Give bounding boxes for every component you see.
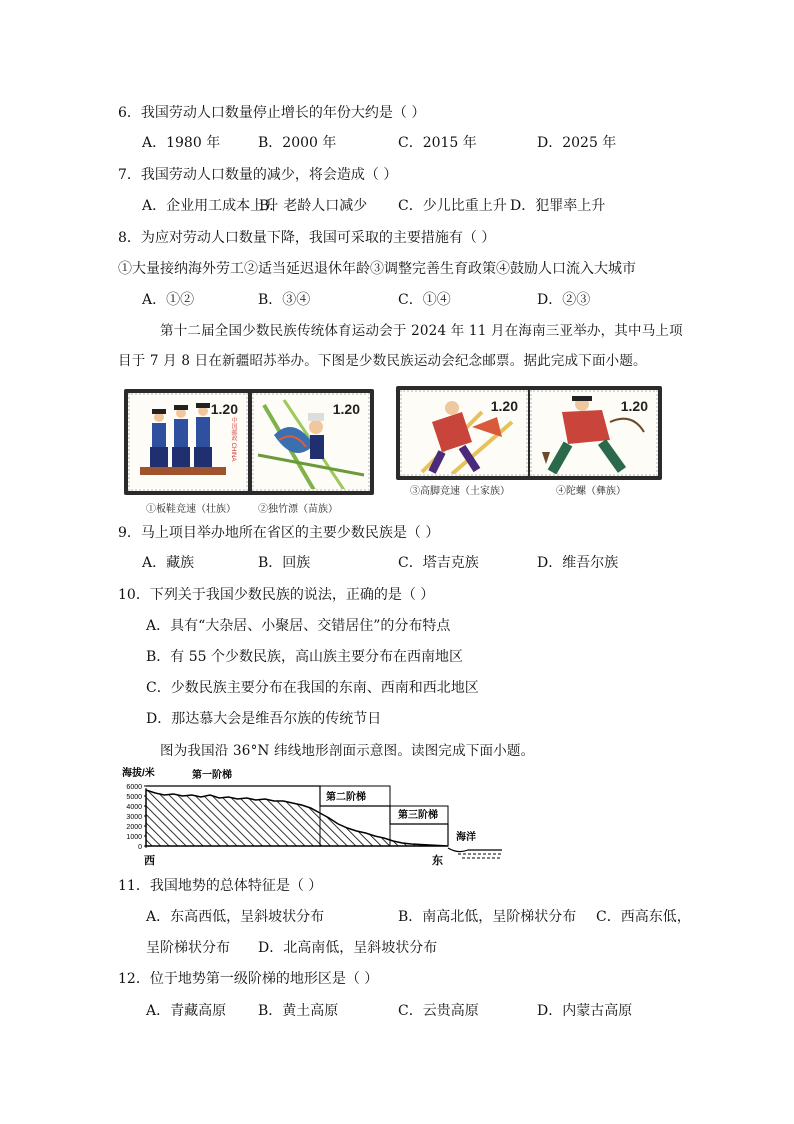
q6-option-c[interactable]: C．2015 年 [398,135,477,151]
y-tick-label: 5000 [126,794,142,801]
q8-option-b[interactable]: B．③④ [258,292,311,308]
stamp-spinning-top [530,390,658,476]
stamp-value: 1.20 [332,401,360,417]
q11-option-a[interactable]: A．东高西低，呈斜坡状分布 [146,909,325,925]
board-shoe-race-illustration [130,395,248,491]
q9-option-d[interactable]: D．维吾尔族 [537,555,619,571]
y-axis-label: 海拔/米 [122,768,155,779]
y-tick-label: 2000 [126,824,142,831]
stamp-value: 1.20 [620,398,648,414]
bamboo-rafting-illustration [254,395,370,491]
q7-option-c[interactable]: C．少儿比重上升 [398,198,507,214]
q10-option-b[interactable]: B．有 55 个少数民族，高山族主要分布在西南地区 [146,649,464,665]
passage-games-line2: 目于 7 月 8 日在新疆昭苏举办。下图是少数民族运动会纪念邮票。据此完成下面小题。 [118,353,647,369]
q9-option-b[interactable]: B．回族 [258,555,311,571]
stamp-stilt-race [400,390,528,476]
stamp-caption-3: ③高脚竞速（土家族） [410,486,510,497]
stamp-caption-1: ①板鞋竞速（壮族） [146,504,236,515]
q6-option-b[interactable]: B．2000 年 [258,135,337,151]
q8-stem: 8．为应对劳动人口数量下降，我国可采取的主要措施有（ ） [118,230,496,246]
q8-option-d[interactable]: D．②③ [537,292,591,308]
stamp-sheet-right [396,386,662,480]
stamp-board-shoe-race [128,393,248,491]
passage-games-line1: 第十二届全国少数民族传统体育运动会于 2024 年 11 月在海南三亚举办，其中马上项 [160,323,683,339]
y-tick-label: 6000 [126,784,142,791]
y-tick-label: 4000 [126,804,142,811]
q10-option-c[interactable]: C．少数民族主要分布在我国的东南、西南和西北地区 [146,680,479,696]
q12-option-a[interactable]: A．青藏高原 [146,1003,227,1019]
y-tick-label: 3000 [126,814,142,821]
stamp-caption-2: ②独竹漂（苗族） [258,504,338,515]
stamp-bamboo-rafting [252,393,370,491]
q12-option-d[interactable]: D．内蒙古高原 [537,1003,633,1019]
q11-option-c[interactable]: C．西高东低， [596,909,691,925]
q9-option-a[interactable]: A．藏族 [142,555,195,571]
stamp-sheet-left [124,389,374,495]
q11-stem: 11．我国地势的总体特征是（ ） [118,878,323,894]
y-tick-label: 0 [138,844,142,851]
q11-option-d[interactable]: D．北高南低，呈斜坡状分布 [258,940,438,956]
q10-option-a[interactable]: A．具有“大杂居、小聚居、交错居住”的分布特点 [146,618,451,634]
x-label-east: 东 [432,855,443,867]
ocean-label: 海洋 [456,832,476,843]
spinning-top-illustration [532,392,658,476]
q7-option-a[interactable]: A．企业用工成本上升 [142,198,279,214]
step-label-2: 第二阶梯 [326,792,366,803]
q8-statements: ①大量接纳海外劳工②适当延迟退休年龄③调整完善生育政策④鼓励人口流入大城市 [118,261,636,277]
q11-option-c-cont[interactable]: 呈阶梯状分布 [146,940,230,956]
q6-option-a[interactable]: A．1980 年 [142,135,221,151]
passage-profile: 图为我国沿 36°N 纬线地形剖面示意图。读图完成下面小题。 [160,743,535,759]
q8-option-c[interactable]: C．①④ [398,292,451,308]
q6-stem: 6．我国劳动人口数量停止增长的年份大约是（ ） [118,105,426,121]
q6-option-d[interactable]: D．2025 年 [537,135,617,151]
step-label-3: 第三阶梯 [398,810,438,821]
stamp-country: 中国邮政 CHINA [230,417,236,462]
x-label-west: 西 [144,855,155,867]
stilt-race-illustration [402,392,528,476]
q9-stem: 9．马上项目举办地所在省区的主要少数民族是（ ） [118,525,440,541]
q7-option-b[interactable]: B．老龄人口减少 [259,198,368,214]
q8-option-a[interactable]: A．①② [142,292,195,308]
q7-option-d[interactable]: D．犯罪率上升 [510,198,606,214]
q10-stem: 10．下列关于我国少数民族的说法，正确的是（ ） [118,587,435,603]
q10-option-d[interactable]: D．那达慕大会是维吾尔族的传统节日 [146,711,382,727]
q12-option-b[interactable]: B．黄土高原 [258,1003,339,1019]
y-tick-label: 1000 [126,834,142,841]
q7-stem: 7．我国劳动人口数量的减少，将会造成（ ） [118,167,398,183]
q9-option-c[interactable]: C．塔吉克族 [398,555,479,571]
q12-option-c[interactable]: C．云贵高原 [398,1003,479,1019]
coastline [448,848,502,852]
stamp-value: 1.20 [490,398,518,414]
q12-stem: 12．位于地势第一级阶梯的地形区是（ ） [118,971,379,987]
stamp-caption-4: ④陀螺（彝族） [556,486,626,497]
step-label-1: 第一阶梯 [192,770,232,781]
stamp-value: 1.20 [210,401,238,417]
q11-option-b[interactable]: B．南高北低，呈阶梯状分布 [398,909,577,925]
terrain-profile-chart [110,762,510,872]
